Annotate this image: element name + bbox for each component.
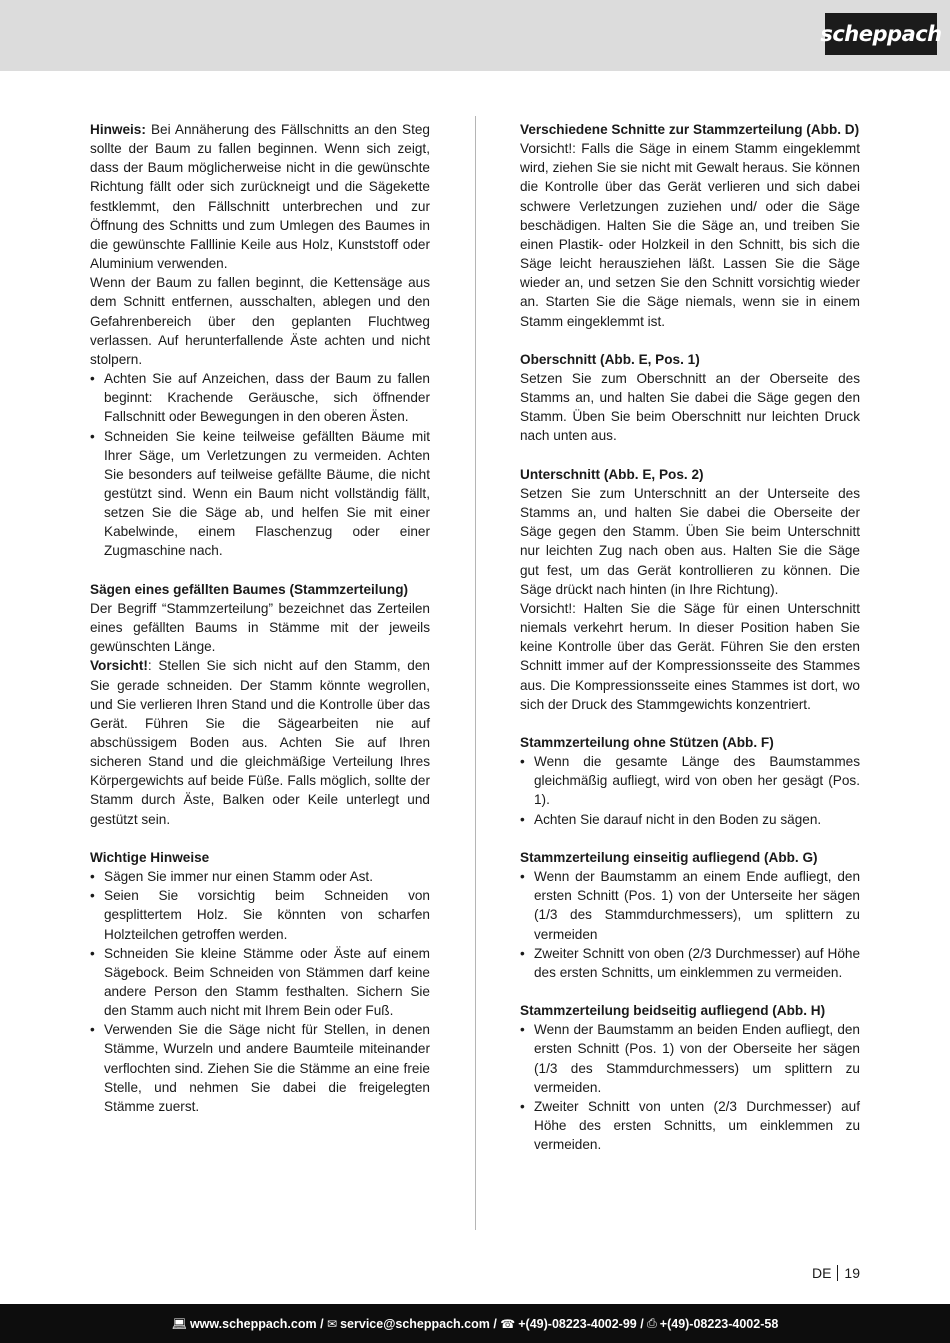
list-item: • Wenn der Baumstamm an einem Ende aufliegt, den ersten Schnitt (Pos. 1) von der Unterseite her sägen (1/3 des Stammdurchmessers), um splittern zu vermeiden bbox=[520, 867, 860, 944]
section-heading-schnitte: Verschiedene Schnitte zur Stammzerteilung (Abb. D) bbox=[520, 122, 860, 137]
hinweis-paragraph bbox=[90, 120, 430, 273]
computer-icon: 💻︎ bbox=[171, 1316, 187, 1331]
hinweise-bullet-list bbox=[90, 867, 430, 1116]
phone-icon: ☎ bbox=[500, 1316, 516, 1331]
envelope-icon: ✉︎ bbox=[327, 1316, 338, 1331]
right-column bbox=[520, 120, 860, 1154]
saegen-paragraph: Der Begriff “Stammzerteilung” bezeichnet das Zerteilen eines gefällten Baums in Stämme mit der jeweils gewünschten Länge. bbox=[90, 600, 430, 655]
footer-phone: +(49)-08223-4002-99 / bbox=[518, 1316, 644, 1331]
abb-g-bullet-list bbox=[520, 867, 860, 982]
list-item: • Wenn der Baumstamm an beiden Enden aufliegt, den ersten Schnitt (Pos. 1) von der Oberseite her sägen (1/3 des Stammdurchmessers) um splittern zu vermeiden. bbox=[520, 1020, 860, 1097]
list-item: • Seien Sie vorsichtig beim Schneiden von gesplittertem Holz. Sie könnten von scharfen Holzteilchen getroffen werden. bbox=[90, 886, 430, 943]
page-number-separator bbox=[837, 1265, 838, 1281]
section-heading-abb-h: Stammzerteilung beidseitig aufliegend (Abb. H) bbox=[520, 1003, 826, 1019]
felling-bullet-list bbox=[90, 369, 430, 561]
column-divider bbox=[475, 116, 476, 1230]
list-item: • Wenn die gesamte Länge des Baumstammes gleichmäßig aufliegt, wird von oben her gesägt (Pos. 1). bbox=[520, 752, 860, 809]
list-item: • Achten Sie auf Anzeichen, dass der Baum zu fallen beginnt: Krachende Geräusche, sich öffnender Fallschnitt oder Bewegungen in den oberen Ästen. bbox=[90, 369, 430, 426]
hinweis-text: Bei Annäherung des Fällschnitts an den Steg sollte der Baum zu fallen beginnen. Wenn sich zeigt, dass der Baum möglicherweise nicht in die gewünschte Richtung fällt oder sich zurückneigt und die Sägekette festklemmt, den Fällschnitt unterbrechen und zur Öffnung des Schnitts und zum Umlegen des Baumes in die gewünschte Falllinie Keile aus Holz, Kunststoff oder Aluminium verwenden. bbox=[90, 122, 430, 272]
list-item: • Schneiden Sie keine teilweise gefällten Bäume mit Ihrer Säge, um Verletzungen zu vermeiden. Achten Sie besonders auf teilweise gefällte Bäume, die nicht gestützt sind. Wenn ein Baum nicht vollständig fällt, setzen Sie die Säge ab, und helfen Sie mit einer Kabelwinde, einem Flaschenzug oder einer Zugmaschine nach. bbox=[90, 427, 430, 561]
schnitte-paragraph: Vorsicht!: Falls die Säge in einem Stamm eingeklemmt wird, ziehen Sie sie nicht mit Gewalt heraus. Sie können die Kontrolle über das Gerät verlieren und sich dabei schwere Verletzungen zuziehen und/ oder die Säge beschädigen. Halten Sie die Säge an, und treiben Sie einen Plastik- oder Holzkeil in den Schnitt, bis sich die Säge leicht herausziehen läßt. Lassen Sie die Säge wieder an, und setzen Sie den Schnitt vorsichtig wieder an. Starten Sie die Säge niemals, wenn sie in einem Stamm eingeklemmt ist. bbox=[520, 141, 860, 329]
vorsicht-paragraph bbox=[90, 656, 430, 828]
header-band bbox=[0, 0, 950, 71]
scheppach-logo: scheppach bbox=[825, 13, 937, 55]
list-item: • Zweiter Schnitt von oben (2/3 Durchmesser) auf Höhe des ersten Schnitts, um einklemmen zu vermeiden. bbox=[520, 944, 860, 982]
left-column bbox=[90, 120, 430, 1116]
section-heading-abb-g: Stammzerteilung einseitig aufliegend (Abb. G) bbox=[520, 849, 818, 865]
oberschnitt-paragraph: Setzen Sie zum Oberschnitt an der Oberseite des Stamms an, und halten Sie dabei die Säge gegen den Stamm. Üben Sie beim Oberschnitt nur leichten Druck nach unten aus. bbox=[520, 371, 860, 444]
list-item: • Schneiden Sie kleine Stämme oder Äste auf einem Sägebock. Beim Schneiden von Stämmen darf keine andere Person den Stamm festhalten. Sichern Sie den Stamm auch nicht mit Ihrem Bein oder Fuß. bbox=[90, 944, 430, 1021]
list-item: • Zweiter Schnitt von unten (2/3 Durchmesser) auf Höhe des ersten Schnitts, um einklemmen zu vermeiden. bbox=[520, 1097, 860, 1154]
abb-f-bullet-list bbox=[520, 752, 860, 829]
footer-fax: +(49)-08223-4002-58 bbox=[659, 1316, 779, 1331]
list-item: • Sägen Sie immer nur einen Stamm oder Ast. bbox=[90, 867, 430, 886]
unterschnitt-paragraph: Setzen Sie zum Unterschnitt an der Unterseite des Stamms an, und halten Sie dabei die Oberseite der Säge gegen den Stamm. Üben Sie beim Unterschnitt nur leichten Zug nach oben aus. Halten Sie die Säge gut fest, um das Gerät kontrollieren zu können. Die Säge drückt nach hinten (in Ihre Richtung). bbox=[520, 485, 860, 597]
vorsicht-label: Vorsicht! bbox=[90, 658, 148, 674]
vorsicht-text: : Stellen Sie sich nicht auf den Stamm, den Sie gerade schneiden. Der Stamm könnte wegrollen, und Sie verlieren Ihren Stand und die Kontrolle über das Gerät. Führen Sie die Sägearbeiten nie auf abschüssigem Boden aus. Achten Sie auf Ihren sicheren Stand und die gleichmäßige Verteilung Ihres Körpergewichts auf beide Füße. Falls möglich, sollte der Stamm durch Äste, Balken oder Keile unterlegt und gestützt sein. bbox=[90, 658, 430, 827]
footer-bar bbox=[0, 1304, 950, 1343]
fallen-paragraph: Wenn der Baum zu fallen beginnt, die Kettensäge aus dem Schnitt entfernen, ausschalten, ablegen und den Gefahrenbereich über den geplanten Fluchtweg verlassen. Auf herunterfallende Äste achten und nicht stolpern. bbox=[90, 275, 430, 367]
page-number bbox=[812, 1265, 860, 1281]
section-heading-abb-f: Stammzerteilung ohne Stützen (Abb. F) bbox=[520, 734, 774, 750]
fax-icon: ⎙ bbox=[647, 1316, 657, 1330]
footer-email[interactable]: service@scheppach.com / bbox=[340, 1316, 497, 1331]
list-item: • Verwenden Sie die Säge nicht für Stellen, in denen Stämme, Wurzeln und andere Baumteile miteinander verflochten sind. Ziehen Sie die Stämme an eine freie Stelle, und nehmen Sie dabei die freigelegten Stämme zuerst. bbox=[90, 1020, 430, 1116]
section-heading-hinweise: Wichtige Hinweise bbox=[90, 849, 210, 865]
page-number-value: 19 bbox=[844, 1265, 860, 1281]
abb-h-bullet-list bbox=[520, 1020, 860, 1154]
language-code: DE bbox=[811, 1265, 832, 1281]
section-heading-unterschnitt: Unterschnitt (Abb. E, Pos. 2) bbox=[520, 466, 704, 482]
section-heading-saegen: Sägen eines gefällten Baumes (Stammzerteilung) bbox=[90, 581, 409, 597]
unterschnitt-vorsicht-paragraph: Vorsicht!: Halten Sie die Säge für einen Unterschnitt niemals verkehrt herum. In dieser Position haben Sie keine Kontrolle über das Gerät. Führen Sie den ersten Schnitt immer auf der Kompressionsseite des Stammes aus. Die Kompressionsseite eines Stammes ist dort, wo sich der Druck des Stammgewichts konzentriert. bbox=[520, 600, 860, 712]
footer-website[interactable]: www.scheppach.com / bbox=[189, 1316, 324, 1331]
hinweis-label: Hinweis: bbox=[90, 122, 146, 137]
section-heading-oberschnitt: Oberschnitt (Abb. E, Pos. 1) bbox=[520, 351, 700, 367]
list-item: • Achten Sie darauf nicht in den Boden zu sägen. bbox=[520, 810, 860, 829]
